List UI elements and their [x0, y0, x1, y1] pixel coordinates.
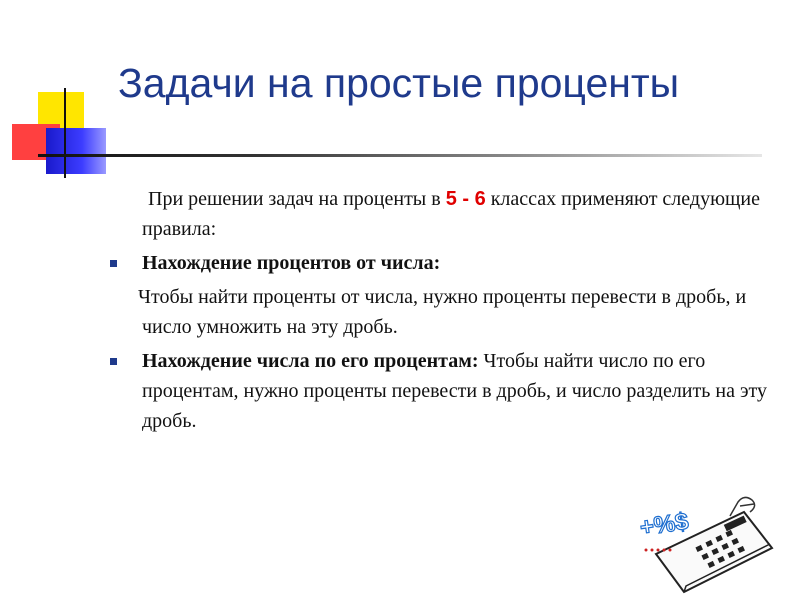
intro-paragraph [100, 184, 780, 244]
bullet-icon [110, 260, 117, 267]
rule1-heading: Нахождение процентов от числа: [142, 252, 441, 274]
rule2-text: Чтобы найти число по его процентам, нужно проценты перевести в дробь, и число разделить на эту дробь. [142, 350, 767, 432]
calculator-symbols: +%$ [638, 507, 691, 542]
rule2-heading: Нахождение числа по его процентам: [142, 350, 479, 372]
intro-text-before: При решении задач на проценты в [148, 188, 446, 210]
rule2-item [100, 346, 780, 436]
intro-text-after: классах применяют следующие правила: [142, 188, 760, 240]
calculator-icon [626, 490, 776, 594]
rule1-heading-item [100, 248, 780, 278]
vertical-line-decoration [64, 88, 66, 178]
slide-body [100, 184, 780, 436]
horizontal-rule [38, 154, 762, 157]
rule1-text: Чтобы найти проценты от числа, нужно проценты перевести в дробь, и число умножить на эту дробь. [138, 286, 747, 338]
grade-range: 5 - 6 [445, 188, 486, 210]
bullet-icon [110, 358, 117, 365]
slide-title: Задачи на простые проценты [118, 60, 680, 106]
blue-square-decoration [46, 128, 106, 174]
rule1-paragraph [100, 282, 780, 342]
